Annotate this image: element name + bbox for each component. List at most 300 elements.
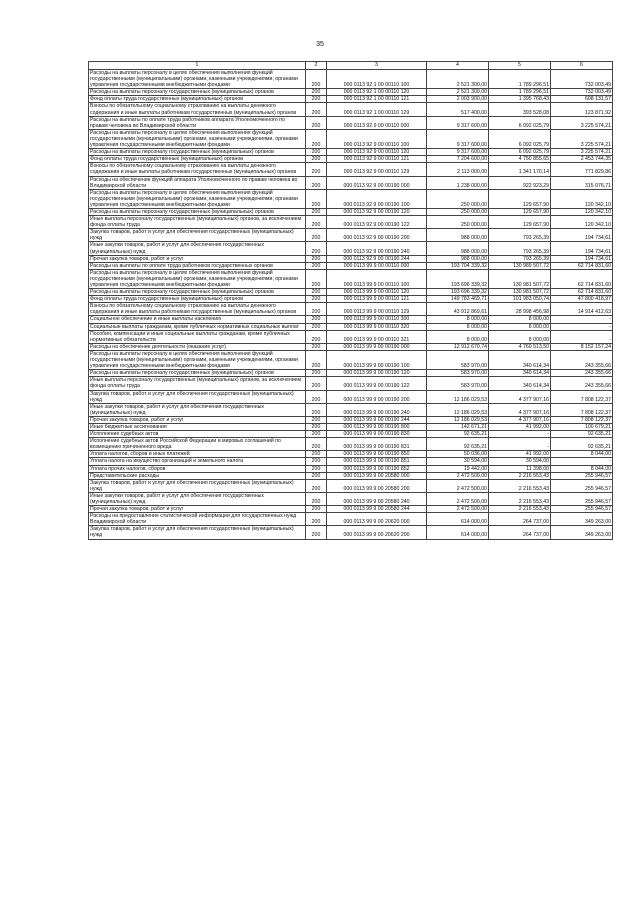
remaining-amount-cell: 62 714 831,60 bbox=[551, 269, 613, 288]
line-code-cell: 200 bbox=[306, 103, 327, 116]
budget-code-cell: 000 0113 99 9 00 00190 852 bbox=[327, 465, 427, 472]
remaining-amount-cell: 8 044,00 bbox=[551, 465, 613, 472]
budget-code-cell: 000 0113 99 9 00 00110 000 bbox=[327, 262, 427, 269]
line-code-cell: 200 bbox=[306, 343, 327, 350]
approved-amount-cell: 2 472 500,00 bbox=[427, 506, 489, 513]
row-name-cell: Уплата прочих налогов, сборов bbox=[89, 465, 306, 472]
executed-amount-cell: 264 737,00 bbox=[489, 513, 551, 526]
line-code-cell: 200 bbox=[306, 70, 327, 89]
approved-amount-cell: 9 317 600,00 bbox=[427, 149, 489, 156]
approved-amount-cell: 250 000,00 bbox=[427, 216, 489, 229]
row-name-cell: Взносы по обязательному социальному страхованию на выплаты денежного содержания и иные выплаты работникам государственных (муниципальных) органов bbox=[89, 163, 306, 176]
budget-code-cell: 000 0113 92 9 00 00190 240 bbox=[327, 242, 427, 255]
row-name-cell: Уплата налогов, сборов и иных платежей bbox=[89, 451, 306, 458]
table-row bbox=[89, 479, 613, 492]
budget-code-cell: 000 0113 99 9 00 20620 000 bbox=[327, 513, 427, 526]
executed-amount-cell: 4 377 907,16 bbox=[489, 416, 551, 423]
row-name-cell: Расходы на выплаты персоналу государственных (муниципальных) органов bbox=[89, 208, 306, 215]
approved-amount-cell: 2 003 900,00 bbox=[427, 96, 489, 103]
line-code-cell: 200 bbox=[306, 370, 327, 377]
executed-amount-cell: 340 614,34 bbox=[489, 350, 551, 369]
executed-amount-cell: 2 216 553,43 bbox=[489, 479, 551, 492]
remaining-amount-cell: 7 808 122,37 bbox=[551, 390, 613, 403]
line-code-cell: 200 bbox=[306, 96, 327, 103]
table-row bbox=[89, 242, 613, 255]
row-name-cell: Взносы по обязательному социальному страхованию на выплаты денежного содержания и иные выплаты работникам государственных (муниципальных) органов bbox=[89, 103, 306, 116]
approved-amount-cell: 250 000,00 bbox=[427, 208, 489, 215]
executed-amount-cell: 129 657,90 bbox=[489, 208, 551, 215]
remaining-amount-cell: 194 734,61 bbox=[551, 242, 613, 255]
approved-amount-cell: 583 970,00 bbox=[427, 350, 489, 369]
table-row bbox=[89, 229, 613, 242]
executed-amount-cell: 8 000,00 bbox=[489, 323, 551, 330]
executed-amount-cell: 41 992,00 bbox=[489, 423, 551, 430]
remaining-amount-cell: 3 225 574,21 bbox=[551, 129, 613, 148]
table-row bbox=[89, 431, 613, 438]
table-row bbox=[89, 423, 613, 430]
row-name-cell: Иные выплаты персоналу государственных (муниципальных) органов, за исключением фонда оплаты труда bbox=[89, 216, 306, 229]
executed-amount-cell: 130 981 507,72 bbox=[489, 289, 551, 296]
budget-code-cell: 000 0113 99 9 00 00190 000 bbox=[327, 343, 427, 350]
executed-amount-cell: 130 981 507,72 bbox=[489, 269, 551, 288]
budget-code-cell: 000 0113 92 1 00 00110 120 bbox=[327, 89, 427, 96]
executed-amount-cell: - bbox=[489, 438, 551, 451]
table-row bbox=[89, 316, 613, 323]
remaining-amount-cell: 120 342,10 bbox=[551, 216, 613, 229]
row-name-cell: Социальное обеспечение и иные выплаты населению bbox=[89, 316, 306, 323]
approved-amount-cell: 149 783 469,71 bbox=[427, 296, 489, 303]
table-row bbox=[89, 116, 613, 129]
approved-amount-cell: 9 317 600,00 bbox=[427, 129, 489, 148]
line-code-cell: 200 bbox=[306, 438, 327, 451]
budget-code-cell: 000 0113 99 9 00 20620 200 bbox=[327, 526, 427, 539]
table-row bbox=[89, 156, 613, 163]
budget-code-cell: 000 0113 99 9 00 20580 240 bbox=[327, 492, 427, 505]
remaining-amount-cell: - bbox=[551, 323, 613, 330]
table-row bbox=[89, 370, 613, 377]
budget-code-cell: 000 0113 99 9 00 00190 100 bbox=[327, 350, 427, 369]
budget-code-cell: 000 0113 92 9 00 00190 200 bbox=[327, 229, 427, 242]
remaining-amount-cell: 100 679,21 bbox=[551, 423, 613, 430]
row-name-cell: Закупка товаров, работ и услуг для обеспечения государственных (муниципальных) нужд bbox=[89, 390, 306, 403]
table-row bbox=[89, 438, 613, 451]
remaining-amount-cell: 7 808 122,37 bbox=[551, 416, 613, 423]
line-code-cell: 200 bbox=[306, 416, 327, 423]
line-code-cell: 200 bbox=[306, 269, 327, 288]
budget-code-cell: 000 0113 99 9 00 00110 121 bbox=[327, 296, 427, 303]
remaining-amount-cell: 62 714 831,60 bbox=[551, 262, 613, 269]
line-code-cell: 200 bbox=[306, 262, 327, 269]
table-row bbox=[89, 350, 613, 369]
header-cell: 5 bbox=[489, 62, 551, 70]
table-row bbox=[89, 390, 613, 403]
line-code-cell: 200 bbox=[306, 149, 327, 156]
approved-amount-cell: 8 000,00 bbox=[427, 316, 489, 323]
budget-code-cell: 000 0113 99 9 00 00190 831 bbox=[327, 438, 427, 451]
executed-amount-cell: 41 992,00 bbox=[489, 451, 551, 458]
line-code-cell: 200 bbox=[306, 526, 327, 539]
approved-amount-cell: 50 036,00 bbox=[427, 451, 489, 458]
approved-amount-cell: 92 635,21 bbox=[427, 431, 489, 438]
approved-amount-cell: 583 970,00 bbox=[427, 377, 489, 390]
line-code-cell: 200 bbox=[306, 472, 327, 479]
remaining-amount-cell: 62 714 831,60 bbox=[551, 289, 613, 296]
table-row bbox=[89, 506, 613, 513]
budget-code-cell: 000 0113 92 9 00 00110 129 bbox=[327, 163, 427, 176]
line-code-cell: 200 bbox=[306, 403, 327, 416]
table-row bbox=[89, 472, 613, 479]
row-name-cell: Иные закупки товаров, работ и услуг для обеспечения государственных (муниципальных) нужд bbox=[89, 492, 306, 505]
table-row bbox=[89, 526, 613, 539]
approved-amount-cell: 8 000,00 bbox=[427, 323, 489, 330]
executed-amount-cell: 922 923,29 bbox=[489, 176, 551, 189]
row-name-cell: Иные выплаты персоналу государственных (муниципальных) органов, за исключением фонда оплаты труда bbox=[89, 377, 306, 390]
row-name-cell: Иные закупки товаров, работ и услуг для обеспечения государственных (муниципальных) нужд bbox=[89, 242, 306, 255]
table-row bbox=[89, 269, 613, 288]
line-code-cell: 200 bbox=[306, 89, 327, 96]
executed-amount-cell: 101 983 050,74 bbox=[489, 296, 551, 303]
budget-code-cell: 000 0113 99 9 00 00190 830 bbox=[327, 431, 427, 438]
approved-amount-cell: 2 521 300,00 bbox=[427, 70, 489, 89]
budget-code-cell: 000 0113 92 9 00 00190 122 bbox=[327, 216, 427, 229]
budget-code-cell: 000 0113 99 9 00 20580 000 bbox=[327, 472, 427, 479]
table-row bbox=[89, 103, 613, 116]
approved-amount-cell: 614 000,00 bbox=[427, 513, 489, 526]
remaining-amount-cell: 8 152 157,24 bbox=[551, 343, 613, 350]
executed-amount-cell: 1 341 170,14 bbox=[489, 163, 551, 176]
executed-amount-cell: 2 216 553,43 bbox=[489, 472, 551, 479]
remaining-amount-cell: 349 263,00 bbox=[551, 526, 613, 539]
budget-code-cell: 000 0113 92 9 00 00190 000 bbox=[327, 176, 427, 189]
executed-amount-cell: 340 614,34 bbox=[489, 370, 551, 377]
executed-amount-cell: - bbox=[489, 431, 551, 438]
line-code-cell: 200 bbox=[306, 465, 327, 472]
budget-code-cell: 000 0113 92 9 00 00190 100 bbox=[327, 189, 427, 208]
row-name-cell: Расходы на выплаты персоналу государственных (муниципальных) органов bbox=[89, 289, 306, 296]
budget-code-cell: 000 0113 92 9 00 00190 120 bbox=[327, 208, 427, 215]
table-row bbox=[89, 296, 613, 303]
remaining-amount-cell: 315 076,71 bbox=[551, 176, 613, 189]
remaining-amount-cell: 349 263,00 bbox=[551, 513, 613, 526]
executed-amount-cell: 2 216 553,43 bbox=[489, 492, 551, 505]
row-name-cell: Прочая закупка товаров, работ и услуг bbox=[89, 416, 306, 423]
table-row bbox=[89, 262, 613, 269]
row-name-cell: Расходы на выплаты персоналу в целях обеспечения выполнения функций государственными (муниципальными) органами, казенными учреждениями, органами управления государственными внебюджетными фондами bbox=[89, 269, 306, 288]
table-row bbox=[89, 208, 613, 215]
remaining-amount-cell: 608 131,57 bbox=[551, 96, 613, 103]
line-code-cell: 200 bbox=[306, 163, 327, 176]
budget-code-cell: 000 0113 92 1 00 00110 121 bbox=[327, 96, 427, 103]
line-code-cell: 200 bbox=[306, 189, 327, 208]
budget-code-cell: 000 0113 99 9 00 00190 850 bbox=[327, 451, 427, 458]
row-name-cell: Прочая закупка товаров, работ и услуг bbox=[89, 255, 306, 262]
row-name-cell: Закупка товаров, работ и услуг для обеспечения государственных (муниципальных) нужд bbox=[89, 479, 306, 492]
table-row bbox=[89, 163, 613, 176]
table-row bbox=[89, 289, 613, 296]
table-row bbox=[89, 513, 613, 526]
executed-amount-cell: 1 395 768,43 bbox=[489, 96, 551, 103]
approved-amount-cell: 193 696 339,32 bbox=[427, 269, 489, 288]
executed-amount-cell: 793 265,39 bbox=[489, 242, 551, 255]
line-code-cell: 200 bbox=[306, 129, 327, 148]
executed-amount-cell: 130 989 507,72 bbox=[489, 262, 551, 269]
line-code-cell: 200 bbox=[306, 479, 327, 492]
row-name-cell: Иные закупки товаров, работ и услуг для обеспечения государственных (муниципальных) нужд bbox=[89, 403, 306, 416]
executed-amount-cell: 11 398,00 bbox=[489, 465, 551, 472]
row-name-cell: Расходы на выплаты по оплате труда работников аппарата Уполномоченного по правам человека во Владимирской области bbox=[89, 116, 306, 129]
approved-amount-cell: 12 186 029,53 bbox=[427, 403, 489, 416]
line-code-cell: 200 bbox=[306, 330, 327, 343]
table-row bbox=[89, 323, 613, 330]
line-code-cell: 200 bbox=[306, 176, 327, 189]
approved-amount-cell: 250 000,00 bbox=[427, 189, 489, 208]
row-name-cell: Фонд оплаты труда государственных (муниципальных) органов bbox=[89, 296, 306, 303]
budget-code-cell: 000 0113 99 9 00 00110 129 bbox=[327, 303, 427, 316]
executed-amount-cell: 129 657,90 bbox=[489, 189, 551, 208]
line-code-cell: 200 bbox=[306, 289, 327, 296]
budget-code-cell: 000 0113 92 9 00 00110 120 bbox=[327, 149, 427, 156]
approved-amount-cell: 193 696 339,32 bbox=[427, 289, 489, 296]
approved-amount-cell: 12 186 029,53 bbox=[427, 416, 489, 423]
line-code-cell: 200 bbox=[306, 350, 327, 369]
table-row bbox=[89, 70, 613, 89]
budget-code-cell: 000 0113 92 9 00 00110 100 bbox=[327, 129, 427, 148]
row-name-cell: Закупка товаров, работ и услуг для обеспечения государственных (муниципальных) нужд bbox=[89, 229, 306, 242]
line-code-cell: 200 bbox=[306, 229, 327, 242]
line-code-cell: 200 bbox=[306, 506, 327, 513]
table-row bbox=[89, 129, 613, 148]
header-cell: 3 bbox=[327, 62, 427, 70]
header-row bbox=[89, 62, 613, 70]
table-row bbox=[89, 451, 613, 458]
remaining-amount-cell: - bbox=[551, 316, 613, 323]
table-row bbox=[89, 303, 613, 316]
row-name-cell: Расходы на выплаты персоналу в целях обеспечения выполнения функций государственными (муниципальными) органами, казенными учреждениями, органами управления государственными внебюджетными фондами bbox=[89, 189, 306, 208]
line-code-cell: 200 bbox=[306, 492, 327, 505]
header-cell: 4 bbox=[427, 62, 489, 70]
table-row bbox=[89, 149, 613, 156]
budget-code-cell: 000 0113 99 9 00 00110 120 bbox=[327, 289, 427, 296]
budget-code-cell: 000 0113 99 9 00 00110 320 bbox=[327, 323, 427, 330]
executed-amount-cell: 1 789 296,51 bbox=[489, 89, 551, 96]
row-name-cell: Расходы на предоставление статистической информации для государственных нужд Владимирской области bbox=[89, 513, 306, 526]
row-name-cell: Взносы по обязательному социальному страхованию на выплаты денежного содержания и иные выплаты работникам государственных (муниципальных) органов bbox=[89, 303, 306, 316]
table-row bbox=[89, 216, 613, 229]
remaining-amount-cell: 92 635,21 bbox=[551, 431, 613, 438]
budget-code-cell: 000 0113 92 9 00 00110 000 bbox=[327, 116, 427, 129]
executed-amount-cell: 30 594,00 bbox=[489, 458, 551, 465]
remaining-amount-cell: 732 003,49 bbox=[551, 89, 613, 96]
budget-code-cell: 000 0113 99 9 00 00110 100 bbox=[327, 269, 427, 288]
approved-amount-cell: 92 635,21 bbox=[427, 438, 489, 451]
executed-amount-cell: 6 092 025,79 bbox=[489, 149, 551, 156]
budget-code-cell: 000 0113 92 9 00 00190 244 bbox=[327, 255, 427, 262]
budget-code-cell: 000 0113 99 9 00 00190 200 bbox=[327, 390, 427, 403]
row-name-cell: Расходы на выплаты персоналу государственных (муниципальных) органов bbox=[89, 89, 306, 96]
table-row bbox=[89, 377, 613, 390]
line-code-cell: 200 bbox=[306, 377, 327, 390]
approved-amount-cell: 2 472 500,00 bbox=[427, 479, 489, 492]
approved-amount-cell: 9 317 600,00 bbox=[427, 116, 489, 129]
approved-amount-cell: 517 400,00 bbox=[427, 103, 489, 116]
header-cell: 1 bbox=[89, 62, 306, 70]
approved-amount-cell: 2 521 300,00 bbox=[427, 89, 489, 96]
table-row bbox=[89, 416, 613, 423]
executed-amount-cell: 264 737,00 bbox=[489, 526, 551, 539]
remaining-amount-cell: 120 342,10 bbox=[551, 208, 613, 215]
line-code-cell: 200 bbox=[306, 156, 327, 163]
approved-amount-cell: 988 000,00 bbox=[427, 229, 489, 242]
line-code-cell: 200 bbox=[306, 316, 327, 323]
executed-amount-cell: 6 092 025,79 bbox=[489, 116, 551, 129]
remaining-amount-cell: 255 946,57 bbox=[551, 472, 613, 479]
table-row bbox=[89, 89, 613, 96]
table-row bbox=[89, 189, 613, 208]
executed-amount-cell: 793 265,39 bbox=[489, 255, 551, 262]
line-code-cell: 200 bbox=[306, 208, 327, 215]
executed-amount-cell: 8 000,00 bbox=[489, 330, 551, 343]
approved-amount-cell: 7 204 600,00 bbox=[427, 156, 489, 163]
remaining-amount-cell: 194 734,61 bbox=[551, 229, 613, 242]
line-code-cell: 200 bbox=[306, 303, 327, 316]
row-name-cell: Расходы на выплаты персоналу в целях обеспечения выполнения функций государственными (муниципальными) органами, казенными учреждениями, органами управления государственными внебюджетными фондами bbox=[89, 350, 306, 369]
approved-amount-cell: 2 472 500,00 bbox=[427, 492, 489, 505]
remaining-amount-cell: 92 635,21 bbox=[551, 438, 613, 451]
budget-code-cell: 000 0113 99 9 00 20580 244 bbox=[327, 506, 427, 513]
row-name-cell: Пособия, компенсации и иные социальные выплаты гражданам, кроме публичных нормативных обязательств bbox=[89, 330, 306, 343]
budget-code-cell: 000 0113 99 9 00 00110 321 bbox=[327, 330, 427, 343]
remaining-amount-cell: - bbox=[551, 330, 613, 343]
line-code-cell: 200 bbox=[306, 242, 327, 255]
executed-amount-cell: 340 614,34 bbox=[489, 377, 551, 390]
row-name-cell: Исполнение судебных актов Российской Федерации и мировых соглашений по возмещению причиненного вреда bbox=[89, 438, 306, 451]
budget-code-cell: 000 0113 99 9 00 00190 244 bbox=[327, 416, 427, 423]
remaining-amount-cell: 732 003,49 bbox=[551, 70, 613, 89]
approved-amount-cell: 12 186 029,53 bbox=[427, 390, 489, 403]
remaining-amount-cell: 771 829,86 bbox=[551, 163, 613, 176]
row-name-cell: Исполнение судебных актов bbox=[89, 431, 306, 438]
budget-execution-table bbox=[88, 61, 613, 540]
executed-amount-cell: 4 377 907,16 bbox=[489, 390, 551, 403]
row-name-cell: Расходы на обеспечение функций аппарата Уполномоченного по правам человека во Владимирской области bbox=[89, 176, 306, 189]
line-code-cell: 200 bbox=[306, 423, 327, 430]
row-name-cell: Социальные выплаты гражданам, кроме публичных нормативных социальных выплат bbox=[89, 323, 306, 330]
approved-amount-cell: 12 912 670,74 bbox=[427, 343, 489, 350]
approved-amount-cell: 1 238 000,00 bbox=[427, 176, 489, 189]
table-row bbox=[89, 255, 613, 262]
approved-amount-cell: 2 472 500,00 bbox=[427, 472, 489, 479]
remaining-amount-cell: 255 946,57 bbox=[551, 506, 613, 513]
remaining-amount-cell: 14 914 412,63 bbox=[551, 303, 613, 316]
line-code-cell: 200 bbox=[306, 513, 327, 526]
executed-amount-cell: 393 528,08 bbox=[489, 103, 551, 116]
row-name-cell: Иные бюджетные ассигнования bbox=[89, 423, 306, 430]
line-code-cell: 200 bbox=[306, 458, 327, 465]
executed-amount-cell: 1 789 296,51 bbox=[489, 70, 551, 89]
row-name-cell: Расходы на выплаты персоналу государственных (муниципальных) органов bbox=[89, 370, 306, 377]
remaining-amount-cell: 3 225 574,21 bbox=[551, 116, 613, 129]
remaining-amount-cell: 243 355,66 bbox=[551, 370, 613, 377]
row-name-cell: Уплата налога на имущество организаций и земельного налога bbox=[89, 458, 306, 465]
remaining-amount-cell: 2 453 744,35 bbox=[551, 156, 613, 163]
table-row bbox=[89, 492, 613, 505]
remaining-amount-cell: 123 871,92 bbox=[551, 103, 613, 116]
budget-code-cell: 000 0113 99 9 00 00110 300 bbox=[327, 316, 427, 323]
remaining-amount-cell: 3 225 574,21 bbox=[551, 149, 613, 156]
table-row bbox=[89, 96, 613, 103]
table-row bbox=[89, 176, 613, 189]
line-code-cell: 200 bbox=[306, 323, 327, 330]
approved-amount-cell: 2 113 000,00 bbox=[427, 163, 489, 176]
row-name-cell: Расходы на выплаты по оплате труда работников государственных органов bbox=[89, 262, 306, 269]
budget-code-cell: 000 0113 99 9 00 00190 851 bbox=[327, 458, 427, 465]
approved-amount-cell: 193 704 339,32 bbox=[427, 262, 489, 269]
row-name-cell: Представительские расходы bbox=[89, 472, 306, 479]
line-code-cell: 200 bbox=[306, 255, 327, 262]
approved-amount-cell: 988 000,00 bbox=[427, 242, 489, 255]
remaining-amount-cell: 255 946,57 bbox=[551, 479, 613, 492]
approved-amount-cell: 43 912 869,61 bbox=[427, 303, 489, 316]
header-cell: 6 bbox=[551, 62, 613, 70]
approved-amount-cell: 8 000,00 bbox=[427, 330, 489, 343]
approved-amount-cell: 583 970,00 bbox=[427, 370, 489, 377]
row-name-cell: Расходы на выплаты персоналу в целях обеспечения выполнения функций государственными (муниципальными) органами, казенными учреждениями, органами управления государственными внебюджетными фондами bbox=[89, 70, 306, 89]
executed-amount-cell: 4 750 855,65 bbox=[489, 156, 551, 163]
line-code-cell: 200 bbox=[306, 390, 327, 403]
table-row bbox=[89, 330, 613, 343]
page-number: 35 bbox=[316, 41, 324, 48]
remaining-amount-cell: 47 800 418,97 bbox=[551, 296, 613, 303]
row-name-cell: Расходы на обеспечение деятельности (оказание услуг) bbox=[89, 343, 306, 350]
remaining-amount-cell: 255 946,57 bbox=[551, 492, 613, 505]
header-cell: 2 bbox=[306, 62, 327, 70]
executed-amount-cell: 4 760 513,50 bbox=[489, 343, 551, 350]
table-row bbox=[89, 343, 613, 350]
budget-code-cell: 000 0113 99 9 00 00190 120 bbox=[327, 370, 427, 377]
remaining-amount-cell: 8 044,00 bbox=[551, 451, 613, 458]
line-code-cell: 200 bbox=[306, 116, 327, 129]
approved-amount-cell: 19 442,00 bbox=[427, 465, 489, 472]
line-code-cell: 200 bbox=[306, 296, 327, 303]
approved-amount-cell: 142 671,21 bbox=[427, 423, 489, 430]
remaining-amount-cell: 194 734,61 bbox=[551, 255, 613, 262]
line-code-cell: 200 bbox=[306, 431, 327, 438]
row-name-cell: Фонд оплаты труда государственных (муниципальных) органов bbox=[89, 156, 306, 163]
remaining-amount-cell: 243 355,66 bbox=[551, 350, 613, 369]
approved-amount-cell: 30 594,00 bbox=[427, 458, 489, 465]
executed-amount-cell: 129 657,90 bbox=[489, 216, 551, 229]
row-name-cell: Прочая закупка товаров, работ и услуг bbox=[89, 506, 306, 513]
budget-code-cell: 000 0113 99 9 00 00190 800 bbox=[327, 423, 427, 430]
line-code-cell: 200 bbox=[306, 451, 327, 458]
budget-code-cell: 000 0113 92 1 00 00110 100 bbox=[327, 70, 427, 89]
row-name-cell: Расходы на выплаты персоналу государственных (муниципальных) органов bbox=[89, 149, 306, 156]
row-name-cell: Расходы на выплаты персоналу в целях обеспечения выполнения функций государственными (муниципальными) органами, казенными учреждениями, органами управления государственными внебюджетными фондами bbox=[89, 129, 306, 148]
remaining-amount-cell: 7 808 122,37 bbox=[551, 403, 613, 416]
executed-amount-cell: 2 216 553,43 bbox=[489, 506, 551, 513]
executed-amount-cell: 4 377 907,16 bbox=[489, 403, 551, 416]
approved-amount-cell: 614 000,00 bbox=[427, 526, 489, 539]
row-name-cell: Закупка товаров, работ и услуг для обеспечения государственных (муниципальных) нужд bbox=[89, 526, 306, 539]
row-name-cell: Фонд оплаты труда государственных (муниципальных) органов bbox=[89, 96, 306, 103]
budget-code-cell: 000 0113 92 1 00 00110 129 bbox=[327, 103, 427, 116]
line-code-cell: 200 bbox=[306, 216, 327, 229]
remaining-amount-cell: 243 355,66 bbox=[551, 377, 613, 390]
remaining-amount-cell: 120 342,10 bbox=[551, 189, 613, 208]
remaining-amount-cell: - bbox=[551, 458, 613, 465]
approved-amount-cell: 988 000,00 bbox=[427, 255, 489, 262]
budget-code-cell: 000 0113 99 9 00 00190 122 bbox=[327, 377, 427, 390]
